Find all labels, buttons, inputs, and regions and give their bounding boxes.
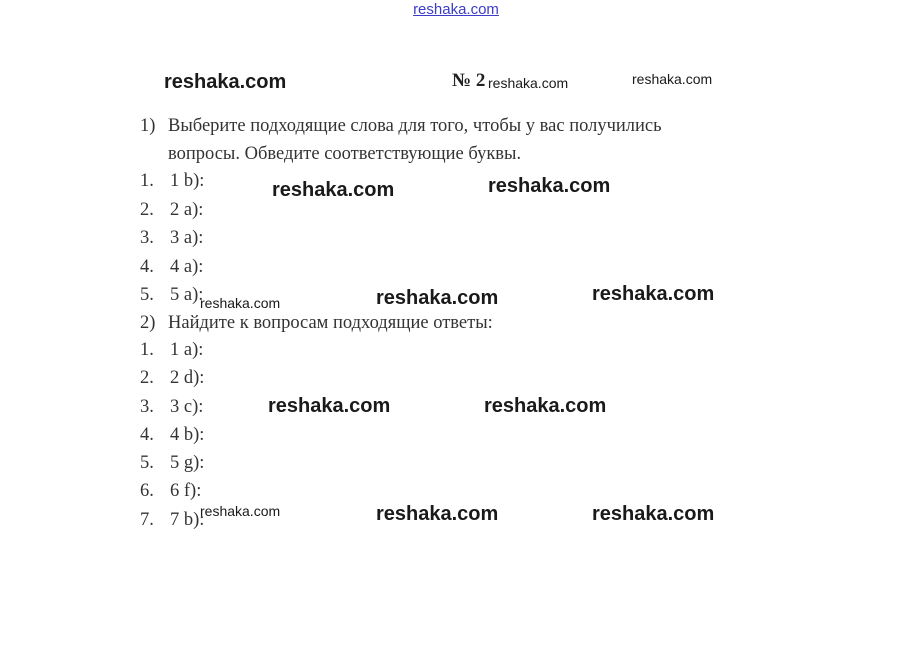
- item-answer: 5 g):: [170, 453, 205, 474]
- exercise-number: № 2: [452, 70, 486, 91]
- item-answer: 5 a):: [170, 285, 204, 305]
- watermark: reshaka.com: [484, 395, 607, 417]
- item-number: 1.: [140, 340, 154, 360]
- item-number: 4.: [140, 256, 154, 277]
- item-number: 7.: [140, 509, 154, 530]
- item-number: 1.: [140, 171, 154, 191]
- item-answer: 6 f):: [170, 481, 202, 502]
- task2-label: 2): [140, 313, 156, 333]
- list-item: [140, 200, 204, 229]
- task2-line1: Найдите к вопросам подходящие ответы:: [168, 313, 493, 333]
- item-number: 6.: [140, 481, 154, 502]
- watermark: reshaka.com: [376, 503, 499, 525]
- item-answer: 1 b):: [170, 171, 205, 191]
- answer-list-2: [140, 340, 204, 538]
- item-number: 2.: [140, 368, 154, 389]
- item-number: 4.: [140, 424, 154, 445]
- item-number: 3.: [140, 396, 154, 417]
- answer-list-1: [140, 171, 204, 314]
- list-item: [140, 340, 204, 368]
- item-answer: 4 b):: [170, 424, 205, 445]
- task1-line2: вопросы. Обведите соответствующие буквы.: [168, 144, 522, 164]
- list-item: [140, 510, 204, 538]
- list-item: [140, 425, 204, 453]
- list-item: [140, 257, 204, 286]
- list-item: [140, 481, 204, 509]
- watermark: reshaka.com: [592, 503, 715, 525]
- watermark: reshaka.com: [200, 503, 281, 519]
- list-item: [140, 453, 204, 481]
- task1-instruction: [140, 112, 662, 168]
- watermark: reshaka.com: [488, 175, 611, 197]
- site-link[interactable]: reshaka.com: [413, 1, 499, 18]
- watermark: reshaka.com: [272, 179, 395, 201]
- watermark: reshaka.com: [268, 395, 391, 417]
- item-answer: 2 a):: [170, 199, 204, 220]
- item-answer: 3 c):: [170, 396, 204, 417]
- task1-label: 1): [140, 116, 156, 136]
- item-answer: 7 b):: [170, 509, 205, 530]
- list-item: [140, 171, 204, 200]
- task2-instruction: [140, 309, 493, 337]
- watermark: reshaka.com: [632, 71, 713, 87]
- item-answer: 4 a):: [170, 256, 204, 277]
- item-answer: 3 a):: [170, 228, 204, 248]
- item-number: 2.: [140, 199, 154, 220]
- item-number: 3.: [140, 228, 154, 248]
- watermark: reshaka.com: [376, 287, 499, 309]
- watermark: reshaka.com: [200, 295, 281, 311]
- list-item: [140, 397, 204, 425]
- item-number: 5.: [140, 285, 154, 305]
- item-answer: 1 a):: [170, 340, 204, 360]
- item-answer: 2 d):: [170, 368, 205, 389]
- item-number: 5.: [140, 453, 154, 474]
- watermark: reshaka.com: [592, 283, 715, 305]
- watermark: reshaka.com: [164, 71, 287, 93]
- list-item: [140, 228, 204, 257]
- watermark: reshaka.com: [488, 75, 569, 91]
- list-item: [140, 368, 204, 396]
- task1-line1: Выберите подходящие слова для того, чтобы у вас получились: [168, 116, 662, 136]
